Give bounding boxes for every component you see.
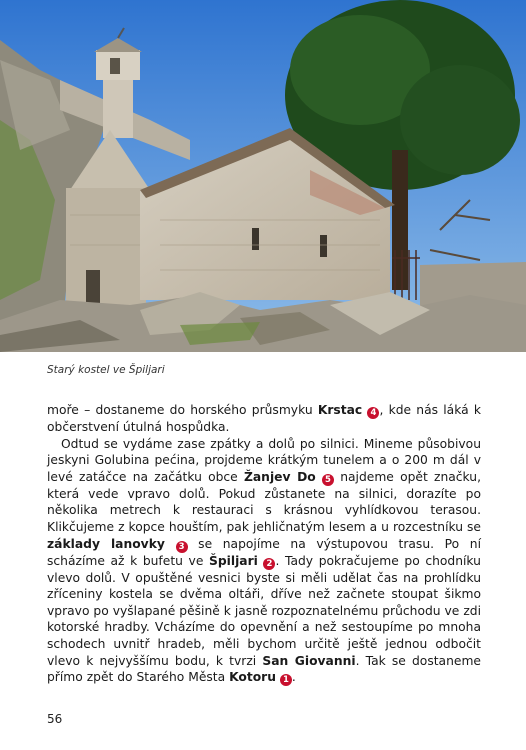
waypoint-marker-5: 5 (322, 474, 334, 486)
place-zaklady-lanovky: základy lanovky (47, 536, 165, 551)
paragraph-1 (47, 402, 481, 436)
waypoint-marker-3: 3 (176, 541, 188, 553)
paragraph-2 (47, 436, 481, 687)
place-kotor: Kotoru (229, 670, 276, 685)
page-number: 56 (47, 712, 63, 726)
waypoint-marker-2: 2 (263, 558, 275, 570)
text-run: moře – dostaneme do horského průsmyku (47, 403, 318, 417)
place-spiljari: Špiljari (208, 553, 258, 568)
place-krstac: Krstac (317, 403, 363, 417)
text-run: najdeme opět značku, která vede vpravo dolů. Pokud zůstanete na silnici, dorazíte po několika metrech k restauraci s krásnou vyhlídkovou terasou. Klikčujeme z kopce houštím, pak jehličnatým lesem a u rozcestníku se (47, 469, 481, 534)
photo (0, 0, 526, 352)
photo-caption: Starý kostel ve Špiljari (47, 364, 165, 376)
body-text (47, 402, 481, 686)
waypoint-marker-4: 4 (367, 407, 379, 419)
text-run: . Tady pokračujeme po chodníku vlevo dolů. V opuštěné vesnici byste si měli udělat čas na prohlídku zříceniny kostela se dvěma oltáři, dříve než začnete stoupat šikmo vpravo po vyšlapané pěšině k jasně rozpoznatelnému průchodu ve zdi kotorské hradby. Vcházíme do opevnění a než sestoupíme po mnoha schodech uvnitř hradeb, měli bychom určitě ještě jednou odbočit vlevo k nejvyššímu bodu, k tvrzi (47, 553, 481, 668)
church-photo-illustration (0, 0, 526, 352)
place-zanjev-do: Žanjev Do (243, 469, 316, 484)
place-san-giovanni: San Giovanni (262, 653, 356, 668)
text-run: . (291, 670, 296, 685)
waypoint-marker-1: 1 (280, 674, 292, 686)
text-run: . Tak se dostaneme přímo zpět do Starého Města (47, 653, 481, 685)
text-run: se napojíme na výstupovou trasu. Po ní scházíme až k bufetu ve (47, 536, 481, 568)
text-run: Odtud se vydáme zase zpátky a dolů po silnici. Mineme působivou jeskyni Golubina pećina, projdeme krátkým tunelem a o 200 m dál v levé zatáčce na začátku obce (47, 436, 481, 484)
text-run: , kde nás láká k občerstvení útulná hospůdka. (47, 403, 481, 434)
